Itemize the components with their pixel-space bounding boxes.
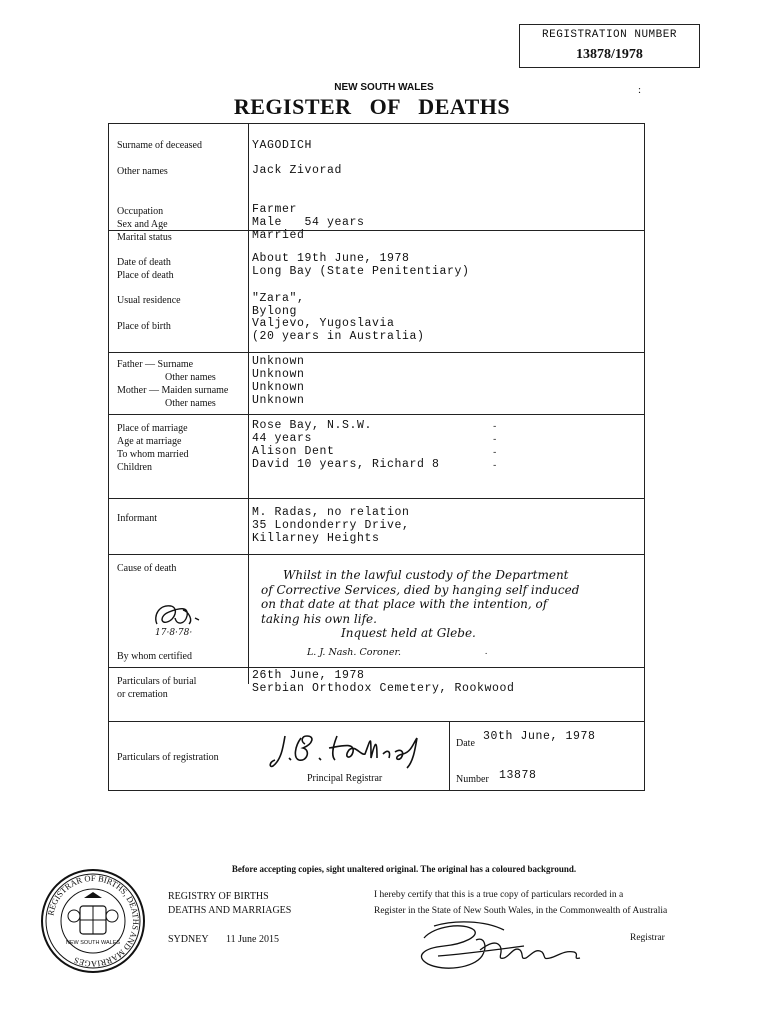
registry-name: REGISTRY OF BIRTHS [168, 891, 269, 902]
date-of-death-value: About 19th June, 1978 [252, 252, 410, 265]
section-divider [109, 498, 644, 499]
marriage-age-value: 44 years [252, 432, 313, 445]
registration-divider [449, 721, 450, 791]
marriage-place-value: Rose Bay, N.S.W. [252, 419, 373, 432]
other-names-value: Jack Zivorad [252, 164, 343, 177]
cause-line: on that date at that place with the intention, of [261, 597, 548, 611]
column-divider [248, 124, 249, 684]
certification-text: I hereby certify that this is a true copy of particulars recorded in a [374, 890, 624, 900]
certifier-date: 17·8·78· [155, 628, 193, 638]
registration-number-field-label: Number [456, 774, 489, 785]
marriage-place-label: Place of marriage [117, 423, 188, 434]
burial-value: 26th June, 1978 [252, 669, 365, 682]
mother-other-label: Other names [165, 398, 216, 409]
section-divider [109, 721, 644, 722]
place-of-birth-value: Valjevo, Yugoslavia [252, 317, 395, 330]
certifier-initials-signature [149, 598, 209, 632]
spouse-label: To whom married [117, 449, 189, 460]
cause-line: Inquest held at Glebe. [341, 626, 476, 640]
section-divider [109, 414, 644, 415]
residence-value-2: Bylong [252, 305, 298, 318]
cause-line: taking his own life. [261, 611, 377, 626]
surname-label: Surname of deceased [117, 140, 202, 151]
burial-label: Particulars of burial [117, 676, 197, 687]
section-divider [109, 554, 644, 555]
registration-number-label: REGISTRATION NUMBER [542, 29, 677, 41]
certified-by-value: L. J. Nash. Coroner. [307, 647, 401, 658]
state-heading: NEW SOUTH WALES [334, 82, 434, 93]
children-label: Children [117, 462, 152, 473]
place-of-birth-value-2: (20 years in Australia) [252, 330, 425, 343]
burial-label-2: or cremation [117, 689, 168, 700]
corner-mark: : [638, 84, 642, 96]
issue-city: SYDNEY [168, 934, 209, 945]
dash-mark: - [492, 422, 498, 432]
informant-value: M. Radas, no relation [252, 506, 410, 519]
marital-label: Marital status [117, 232, 172, 243]
father-surname-label: Father — Surname [117, 359, 194, 370]
certification-text-2: Register in the State of New South Wales, in the Commonwealth of Australia [374, 906, 668, 916]
residence-value: "Zara", [252, 292, 305, 305]
residence-label: Usual residence [117, 295, 181, 306]
surname-value: YAGODICH [252, 139, 313, 152]
principal-registrar-label: Principal Registrar [307, 773, 383, 784]
registration-number-box [519, 24, 700, 68]
certified-by-label: By whom certified [117, 651, 192, 662]
date-of-death-label: Date of death [117, 257, 171, 268]
place-of-death-label: Place of death [117, 270, 174, 281]
registry-name-2: DEATHS AND MARRIAGES [168, 905, 292, 916]
dash-mark: - [492, 461, 498, 471]
occupation-value: Farmer [252, 203, 298, 216]
registration-number: 13878/1978 [576, 47, 643, 62]
sex-age-label: Sex and Age [117, 219, 168, 230]
dash-mark: - [492, 448, 498, 458]
sex-age-value: Male 54 years [252, 216, 365, 229]
mother-maiden-label: Mother — Maiden surname [117, 385, 229, 396]
registrar-signature [404, 916, 604, 976]
principal-registrar-signature [267, 728, 427, 774]
section-divider [109, 352, 644, 353]
issue-date: 11 June 2015 [226, 934, 279, 945]
registration-number-field-value: 13878 [499, 769, 537, 782]
father-other-value: Unknown [252, 368, 305, 381]
spouse-value: Alison Dent [252, 445, 335, 458]
registration-date-value: 30th June, 1978 [483, 730, 596, 743]
registration-date-label: Date [456, 738, 475, 749]
cause-of-death-handwritten [261, 568, 631, 641]
section-divider [109, 230, 644, 231]
informant-label: Informant [117, 513, 157, 524]
copy-warning-note: Before accepting copies, sight unaltered original. The original has a coloured background. [231, 864, 577, 874]
father-other-label: Other names [165, 372, 216, 383]
cause-line: of Corrective Services, died by hanging self induced [261, 582, 580, 597]
children-value: David 10 years, Richard 8 [252, 458, 440, 471]
father-surname-value: Unknown [252, 355, 305, 368]
occupation-label: Occupation [117, 206, 164, 217]
seal-outer-text: REGISTRAR OF BIRTHS, DEATHS AND MARRIAGES [45, 872, 142, 970]
registrar-label: Registrar [630, 933, 665, 943]
other-names-label: Other names [117, 166, 168, 177]
burial-value-2: Serbian Orthodox Cemetery, Rookwood [252, 682, 515, 695]
marriage-age-label: Age at marriage [117, 436, 182, 447]
page-title: REGISTER OF DEATHS [233, 94, 511, 119]
cause-of-death-label: Cause of death [117, 563, 177, 574]
place-of-birth-label: Place of birth [117, 321, 171, 332]
informant-value-3: Killarney Heights [252, 532, 380, 545]
informant-value-2: 35 Londonderry Drive, [252, 519, 410, 532]
registration-label: Particulars of registration [117, 752, 219, 763]
death-register-form [108, 123, 645, 791]
section-divider [109, 667, 644, 668]
marital-value: Married [252, 229, 305, 242]
mother-other-value: Unknown [252, 394, 305, 407]
registrar-seal [40, 868, 146, 974]
place-of-death-value: Long Bay (State Penitentiary) [252, 265, 470, 278]
dot-mark: . [485, 646, 488, 656]
seal-inner-text: NEW SOUTH WALES [65, 940, 121, 946]
dash-mark: - [492, 435, 498, 445]
cause-line: Whilst in the lawful custody of the Department [283, 568, 569, 582]
mother-maiden-value: Unknown [252, 381, 305, 394]
